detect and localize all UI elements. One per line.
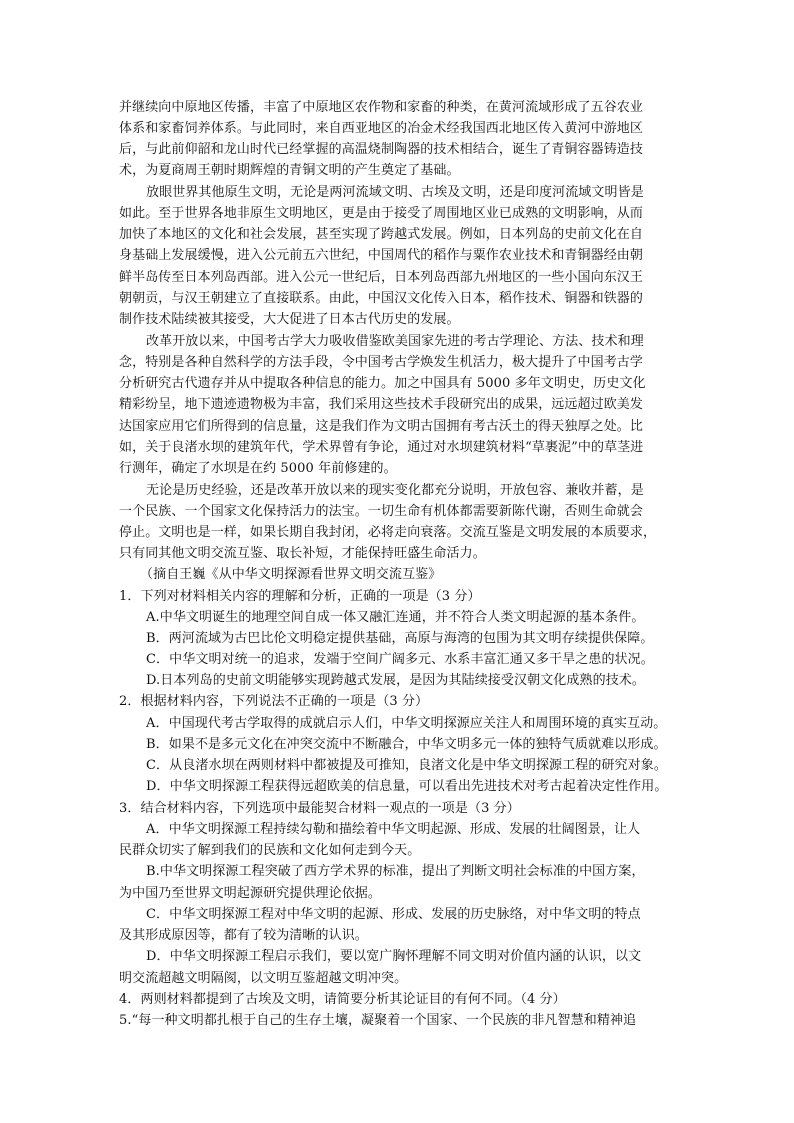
- option-b: B．如果不是多元文化在冲突交流中不断融合，中华文明多元一体的独特气质就难以形成。: [146, 737, 667, 752]
- option-c: C．从良渚水坝在两则材料中都被提及可推知，良渚文化是中华文明探源工程的研究对象。: [146, 758, 667, 773]
- passage-line: 停止。文明也是一样，如果长期自我封闭，必将走向衰落。交流互鉴是文明发展的本质要求，: [119, 525, 657, 540]
- passage-line: 无论是历史经验，还是改革开放以来的现实变化都充分说明，开放包容、兼收并蓄，是: [146, 483, 644, 498]
- passage-line: 行测年，确定了水坝是在约 5000 年前修建的。: [119, 461, 397, 476]
- option-a: A.中华文明诞生的地理空间自成一体又融汇连通，并不符合人类文明起源的基本条件。: [146, 610, 645, 625]
- option-d-cont: 明交流超越文明隔阂，以文明互鉴超越文明冲突。: [119, 971, 408, 986]
- question-stem: 1．下列对材料相关内容的理解和分析，正确的一项是（3 分）: [119, 589, 481, 604]
- passage-line: 改革开放以来，中国考古学大力吸收借鉴欧美国家先进的考古学理论、方法、技术和理: [146, 334, 644, 349]
- source-citation: （摘自王巍《从中华文明探源看世界文明交流互鉴》: [140, 567, 442, 582]
- option-c: C．中华文明探源工程对中华文明的起源、形成、发展的历史脉络，对中华文明的特点: [146, 907, 641, 922]
- passage-line: 加快了本地区的文化和社会发展，甚至实现了跨越式发展。例如，日本列岛的史前文化在自: [119, 227, 644, 242]
- passage-line: 朝朝贡，与汉王朝建立了直接联系。由此，中国汉文化传入日本，稻作技术、铜器和铁器的: [119, 291, 644, 306]
- passage-line: 术，为夏商周王朝时期辉煌的青铜文明的产生奠定了基础。: [119, 163, 460, 178]
- option-d: D．中华文明探源工程启示我们，要以宽广胸怀理解不同文明对价值内涵的认识，以文: [146, 949, 642, 964]
- passage-line: 后，与此前仰韶和龙山时代已经掌握的高温烧制陶器的技术相结合，诞生了青铜容器铸造技: [119, 142, 644, 157]
- passage-line: 体系和家畜饲养体系。与此同时，来自西亚地区的冶金术经我国西北地区传入黄河中游地区: [119, 121, 644, 136]
- option-a: A．中国现代考古学取得的成就启示人们，中华文明探源应关注人和周围环境的真实互动。: [146, 716, 667, 731]
- option-d: D.日本列岛的史前文明能够实现跨越式发展，是因为其陆续接受汉朝文化成熟的技术。: [146, 673, 645, 688]
- passage-line: 身基础上发展缓慢，进入公元前五六世纪，中国周代的稻作与粟作农业技术和青铜器经由朝: [119, 248, 644, 263]
- passage-line: 达国家应用它们所得到的信息量，这是我们作为文明古国拥有考古沃土的得天独厚之处。比: [119, 419, 644, 434]
- option-b: B．两河流域为古巴比伦文明稳定提供基础，高原与海湾的包围为其文明存续提供保障。: [146, 631, 654, 646]
- passage-line: 制作技术陆续被其接受，大大促进了日本古代历史的发展。: [119, 312, 460, 327]
- option-a-cont: 民群众切实了解到我们的民族和文化如何走到今天。: [119, 843, 421, 858]
- passage-line: 如此。至于世界各地非原生文明地区，更是由于接受了周围地区业已成熟的文明影响，从而: [119, 206, 644, 221]
- option-b: B.中华文明探源工程突破了西方学术界的标准，提出了判断文明社会标准的中国方案，: [146, 864, 645, 879]
- passage-line: 只有同其他文明交流互鉴、取长补短，才能保持旺盛生命活力。: [119, 546, 486, 561]
- passage-line: 分析研究古代遗存并从中提取各种信息的能力。加之中国具有 5000 多年文明史，历史文化: [119, 376, 646, 391]
- question-stem: 2．根据材料内容，下列说法不正确的一项是（3 分）: [119, 694, 429, 709]
- option-a: A．中华文明探源工程持续勾勒和描绘着中华文明起源、形成、发展的壮阔图景，让人: [146, 822, 641, 837]
- option-d: D．中华文明探源工程获得远超欧美的信息量，可以看出先进技术对考古起着决定性作用。: [146, 779, 668, 794]
- passage-line: 精彩纷呈，地下遗迹遗物极为丰富，我们采用这些技术手段研究出的成果，远远超过欧美发: [119, 397, 644, 412]
- passage-line: 放眼世界其他原生文明，无论是两河流域文明、古埃及文明，还是印度河流域文明皆是: [146, 185, 644, 200]
- passage-line: 念，特别是各种自然科学的方法手段，令中国考古学焕发生机活力，极大提升了中国考古学: [119, 355, 644, 370]
- passage-line: 并继续向中原地区传播，丰富了中原地区农作物和家畜的种类，在黄河流域形成了五谷农业: [119, 100, 644, 115]
- question-stem: 5.“每一种文明都扎根于自己的生存土壤，凝聚着一个国家、一个民族的非凡智慧和精神追: [119, 1013, 637, 1028]
- option-c: C．中华文明对统一的追求，发端于空间广阔多元、水系丰富汇通又多干旱之患的状况。: [146, 652, 654, 667]
- option-b-cont: 为中国乃至世界文明起源研究提供理论依据。: [119, 886, 382, 901]
- option-c-cont: 及其形成原因等，都有了较为清晰的认识。: [119, 928, 368, 943]
- passage-line: 如，关于良渚水坝的建筑年代，学术界曾有争论，通过对水坝建筑材料“草裹泥”中的草茎进: [119, 440, 644, 455]
- question-stem: 4．两则材料都提到了古埃及文明，请简要分析其论证目的有何不同。（4 分）: [119, 992, 566, 1007]
- question-stem: 3．结合材料内容，下列选项中最能契合材料一观点的一项是（3 分）: [119, 801, 520, 816]
- passage-line: 鲜半岛传至日本列岛西部。进入公元一世纪后，日本列岛西部九州地区的一些小国向东汉王: [119, 270, 644, 285]
- passage-line: 一个民族、一个国家文化保持活力的法宝。一切生命有机体都需要新陈代谢，否则生命就会: [119, 504, 644, 519]
